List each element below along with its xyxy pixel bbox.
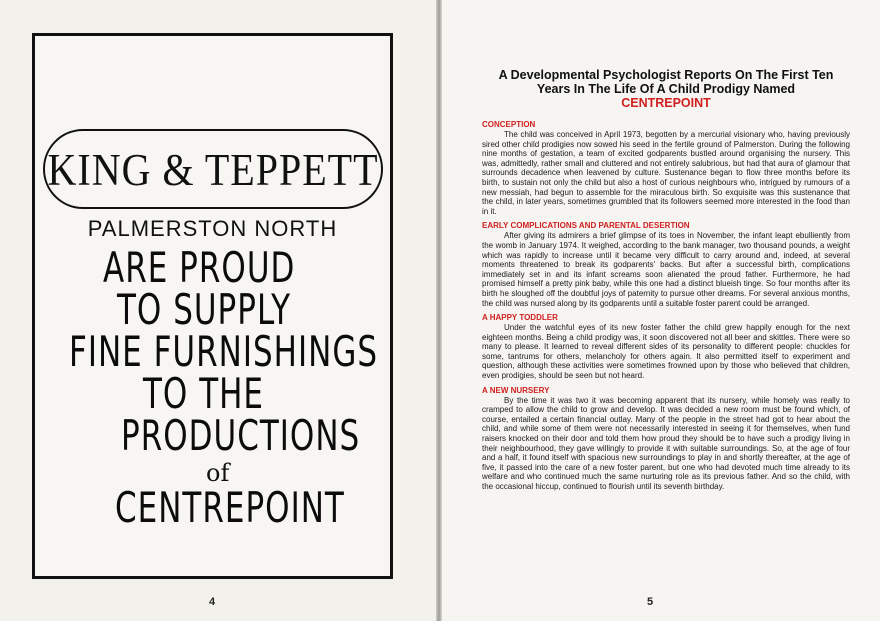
section-body-early-complications: After giving its admirers a brief glimpse of its toes in November, the infant leapt ebulliently from the womb in January 1974. It weighed, according to the bank manager, two thousand pounds, a weight which was rapidly to increase until it became very difficult to carry around and, indeed, at several moments threatened to break its godparents' backs. But after a successful birth, complications immediately set in and its infant screams soon alienated the proud father. Furthermore, he had promised himself a pretty pink baby, while this one had a distinct blueish tinge. So four months after its birth he sloughed off the doubtful joys of paternity to pursue other dreams. For several anxious months, the child was nursed along by its godparents until a suitable foster parent could be arranged. <box>482 231 850 308</box>
ad-line-1: ARE PROUD <box>103 244 296 293</box>
company-logo-pill <box>43 129 383 209</box>
article <box>482 68 850 497</box>
ad-line-5: PRODUCTIONS <box>121 412 361 461</box>
company-location: PALMERSTON NORTH <box>87 216 338 241</box>
section-title-conception: CONCEPTION <box>482 120 536 129</box>
section-title-early-complications: EARLY COMPLICATIONS AND PARENTAL DESERTION <box>482 221 690 231</box>
section-body-happy-toddler: Under the watchful eyes of its new foster father the child grew happily enough for the next eighteen months. Being a child prodigy was, it soon discovered not all beer and skittles. There were so many to please. It learned to reveal different sides of its personality to different people: chuckles for some, tantrums for others, melancholy for others again. It also permitted itself to experiment and question, although these activities were sometimes frowned upon by those who believed that children, even prodigies, should be seen but not heard. <box>482 323 850 381</box>
page-number-left: 4 <box>209 596 216 608</box>
ad-line-4: TO THE <box>143 370 265 419</box>
ad-line-7: CENTREPOINT <box>115 484 345 533</box>
article-headline-name: CENTREPOINT <box>621 96 711 110</box>
article-headline: A Developmental Psychologist Reports On The First Ten Years In The Life Of A Child Prodigy Named <box>498 68 834 96</box>
section-title-happy-toddler: A HAPPY TODDLER <box>482 313 558 323</box>
advertisement-frame <box>32 33 393 579</box>
ad-line-6: of <box>206 459 230 487</box>
section-title-new-nursery: A NEW NURSERY <box>482 385 550 395</box>
company-name: KING & TEPPETT <box>47 143 379 195</box>
ad-line-3: FINE FURNISHINGS <box>69 328 379 377</box>
right-page <box>442 0 880 621</box>
page-number-right: 5 <box>647 596 654 608</box>
section-body-new-nursery: By the time it was two it was becoming apparent that its nursery, while homely was really to cramped to allow the child to grow and develop. It was decided a new room must be found which, of course, entailed a certain financial outlay. Many of the people in the street had got to hear about the child, and while some of them were not necessarily interested in seeing it for themselves, when fund raisers knocked on their door and told them how proud they should be to have such a prodigy living in their neighbourhood, they gave willingly to provide it with suitable surroundings. So, at the age of four and a half, it found itself with spacious new surroundings to play in and shortly thereafter, at the age of five, it passed into the care of a new foster parent, but one who had devoted much time already to its welfare and who continued much the same nurturing role as its previous father. And so the child, with the occasional hiccup, continued to flourish until its seventh birthday. <box>482 395 850 491</box>
section-body-conception: The child was conceived in April 1973, begotten by a mercurial visionary who, having previously sired other child prodigies now sowed his seed in the fertile ground of Palmerston. During the following nine months of gestation, a team of excited godparents bustled around organising the nursery. This was, admittedly, rather small and cluttered and not entirely salubrious, but had that aura of glamour that surrounds decadence when leavened by culture. Sustenance began to flow three months before its birth, to sustain not only the child but also a host of curious neighbours who, intrigued by rumours of a new messiah, had begun to assemble for the miraculous birth. So exquisite was this sustenance that the child, in later years, sometimes grumbled that its followers seemed more interested in the food than in it. <box>482 130 850 216</box>
ad-line-2: TO SUPPLY <box>117 286 292 335</box>
left-page <box>0 0 436 621</box>
